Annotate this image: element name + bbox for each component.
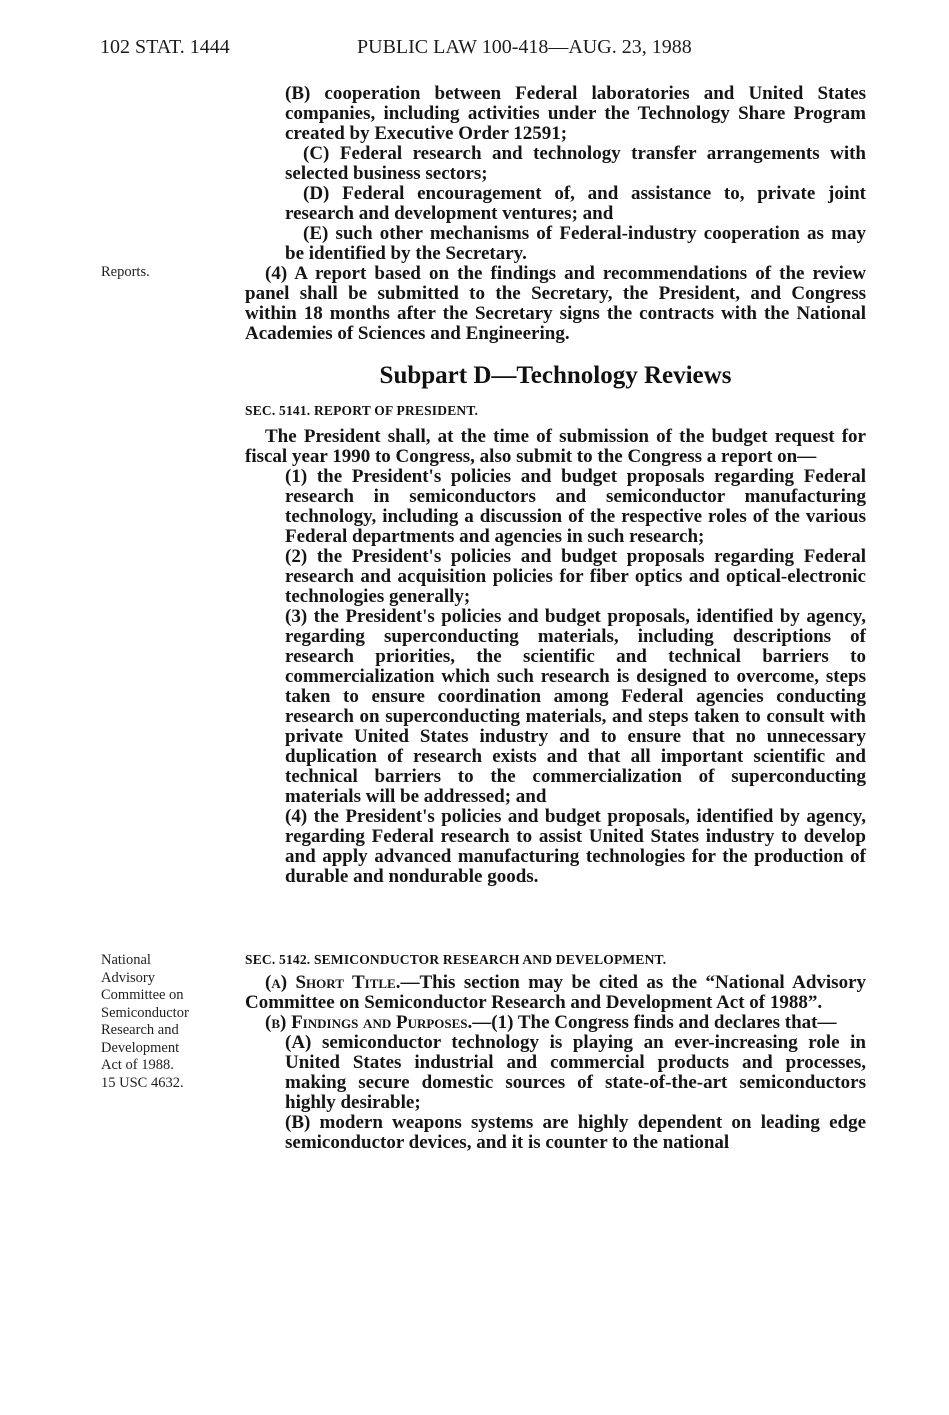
section-5141-item-3: (3) the President's policies and budget proposals, identified by agency, regarding superconducting materials, including descriptions of research priorities, the scientific and technical barriers to commercialization which such research is designed to overcome, steps taken to ensure coordination among Federal agencies conducting research on superconducting materials, and steps taken to consult with private United States industry and to ensure that no unnecessary duplication of research exists and that all important scientific and technical barriers to the commercialization of superconducting materials will be addressed; and <box>285 606 866 807</box>
margin-note-line: Research and <box>101 1022 179 1038</box>
section-5141-item-2: (2) the President's policies and budget proposals regarding Federal research and acquisition policies for fiber optics and optical-electronic technologies generally; <box>285 546 866 607</box>
subsection-b-text: (1) The Congress finds and declares that— <box>491 1012 837 1033</box>
section-5142-heading: SEC. 5142. SEMICONDUCTOR RESEARCH AND DEVELOPMENT. <box>245 952 667 967</box>
subsection-a-label: (a) Short Title.— <box>265 972 420 993</box>
paragraph-b: (B) cooperation between Federal laboratories and United States companies, including activities under the Technology Share Program created by Executive Order 12591; <box>285 83 866 144</box>
paragraph-e: (E) such other mechanisms of Federal-industry cooperation as may be identified by the Secretary. <box>285 223 866 264</box>
section-5142-body <box>245 973 866 1153</box>
paragraph-4-report: (4) A report based on the findings and recommendations of the review panel shall be submitted to the Secretary, the President, and Congress within 18 months after the Secretary signs the contracts with the National Academies of Sciences and Engineering. <box>245 263 866 344</box>
running-header: PUBLIC LAW 100-418—AUG. 23, 1988 <box>357 36 692 58</box>
margin-note-line: Development <box>101 1039 180 1056</box>
subsection-b-label: (b) Findings and Purposes.— <box>265 1012 492 1033</box>
margin-note-line: 15 USC 4632. <box>101 1074 184 1091</box>
page-stat-citation: 102 STAT. 1444 <box>100 36 230 58</box>
margin-note-nac-act <box>101 952 231 1092</box>
finding-b: (B) modern weapons systems are highly dependent on leading edge semiconductor devices, and it is counter to the national <box>285 1112 866 1153</box>
subsection-b <box>245 1013 866 1033</box>
margin-note-reports: Reports. <box>101 264 150 280</box>
margin-note-line: National <box>101 952 151 968</box>
finding-a: (A) semiconductor technology is playing an ever-increasing role in United States industrial and commercial products and processes, making secure domestic sources of state-of-the-art semiconductors highly desirable; <box>285 1032 866 1113</box>
subsection-a <box>245 973 866 1013</box>
margin-note-line: Act of 1988. <box>101 1057 174 1073</box>
section-5141-item-4: (4) the President's policies and budget proposals, identified by agency, regarding Federal research to assist United States industry to develop and apply advanced manufacturing technologies for the production of durable and nondurable goods. <box>285 806 866 887</box>
section-5141-item-1: (1) the President's policies and budget proposals regarding Federal research in semiconductors and semiconductor manufacturing technology, including a discussion of the respective roles of the various Federal departments and agencies in such research; <box>285 466 866 547</box>
section-5141-heading: SEC. 5141. REPORT OF PRESIDENT. <box>245 403 479 418</box>
margin-note-line: Advisory <box>101 969 155 986</box>
paragraph-c: (C) Federal research and technology transfer arrangements with selected business sectors; <box>285 143 866 184</box>
section-5141-intro: The President shall, at the time of submission of the budget request for fiscal year 1990 to Congress, also submit to the Congress a report on— <box>245 426 866 467</box>
margin-note-line: Committee on <box>101 987 184 1003</box>
continued-list-block <box>245 84 866 344</box>
section-5141-body <box>245 427 866 887</box>
subsection-a-text: This section may be cited as the “National Advisory Committee on Semiconductor Research and Development Act of 1988”. <box>245 972 866 1013</box>
paragraph-d: (D) Federal encouragement of, and assistance to, private joint research and development ventures; and <box>285 183 866 224</box>
margin-note-line: Semiconductor <box>101 1004 189 1021</box>
subpart-title: Subpart D—Technology Reviews <box>379 362 732 389</box>
